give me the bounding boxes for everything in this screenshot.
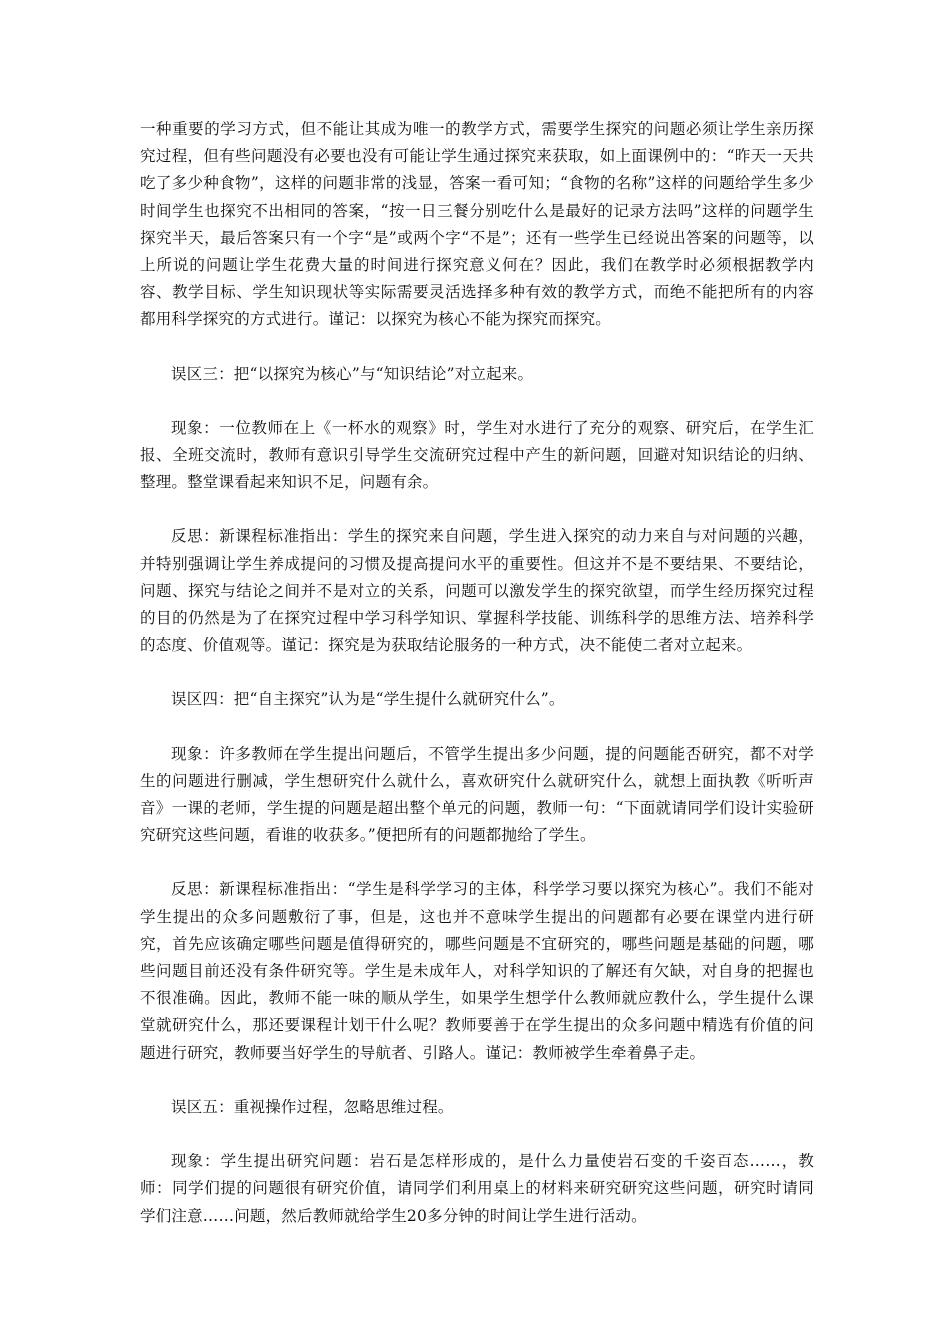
- paragraph-phenomenon-five: 现象：学生提出研究问题：岩石是怎样形成的，是什么力量使岩石变的千姿百态……，教师：同学们提的问题很有研究价值，请同学们利用桌上的材料来研究研究这些问题，研究时请同学们注意……问题，然后教师就给学生20多分钟的时间让学生进行活动。: [140, 1152, 814, 1225]
- paragraph-phenomenon-three: 现象：一位教师在上《一杯水的观察》时，学生对水进行了充分的观察、研究后，在学生汇报、全班交流时，教师有意识引导学生交流研究过程中产生的新问题，回避对知识结论的归纳、整理。整堂课看起来知识不足，问题有余。: [140, 418, 814, 492]
- heading-misconception-three: 误区三：把“以探究为核心”与“知识结论”对立起来。: [171, 364, 534, 383]
- paragraph-reflection-three: 反思：新课程标准指出：学生的探究来自问题，学生进入探究的动力来自与对问题的兴趣，并特别强调让学生养成提问的习惯及提高提问水平的重要性。但这并不是不要结果、不要结论，问题、探究与结论之间并不是对立的关系，问题可以激发学生的探究欲望，而学生经历探究过程的目的仍然是为了在探究过程中学习科学知识、掌握科学技能、训练科学的思维方法、培养科学的态度、价值观等。谨记：探究是为获取结论服务的一种方式，决不能使二者对立起来。: [140, 527, 814, 655]
- paragraph-continuation: 一种重要的学习方式，但不能让其成为唯一的教学方式，需要学生探究的问题必须让学生亲历探究过程，但有些问题没有必要也没有可能让学生通过探究来获取，如上面课例中的：“昨天一天共吃了多少种食物”，这样的问题非常的浅显，答案一看可知；“食物的名称”这样的问题给学生多少时间学生也探究不出相同的答案，“按一日三餐分别吃什么是最好的记录方法吗”这样的问题学生探究半天，最后答案只有一个字“是”或两个字“不是”；还有一些学生已经说出答案的问题等，以上所说的问题让学生花费大量的时间进行探究意义何在？因此，我们在教学时必须根据教学内容、教学目标、学生知识现状等实际需要灵活选择多种有效的教学方式，而绝不能把所有的内容都用科学探究的方式进行。谨记：以探究为核心不能为探究而探究。: [140, 120, 814, 329]
- heading-misconception-four: 误区四：把“自主探究”认为是“学生提什么就研究什么”。: [171, 690, 565, 709]
- heading-misconception-five: 误区五：重视操作过程，忽略思维过程。: [171, 1097, 454, 1116]
- paragraph-phenomenon-four: 现象：许多教师在学生提出问题后，不管学生提出多少问题，提的问题能否研究，都不对学生的问题进行删减，学生想研究什么就什么，喜欢研究什么就研究什么，就想上面执教《听听声音》一课的老师，学生提的问题是超出整个单元的问题，教师一句：“下面就请同学们设计实验研究研究这些问题，看谁的收获多。”便把所有的问题都抛给了学生。: [140, 744, 814, 845]
- document-body: [140, 116, 814, 1257]
- paragraph-reflection-four: 反思：新课程标准指出：“学生是科学学习的主体，科学学习要以探究为核心”。我们不能对学生提出的众多问题敷衍了事，但是，这也并不意味学生提出的问题都有必要在课堂内进行研究，首先应该确定哪些问题是值得研究的，哪些问题是不宜研究的，哪些问题是基础的问题，哪些问题目前还没有条件研究等。学生是未成年人，对科学知识的了解还有欠缺，对自身的把握也不很准确。因此，教师不能一味的顺从学生，如果学生想学什么教师就应教什么，学生提什么课堂就研究什么，那还要课程计划干什么呢？教师要善于在学生提出的众多问题中精选有价值的问题进行研究，教师要当好学生的导航者、引路人。谨记：教师被学生牵着鼻子走。: [140, 880, 814, 1062]
